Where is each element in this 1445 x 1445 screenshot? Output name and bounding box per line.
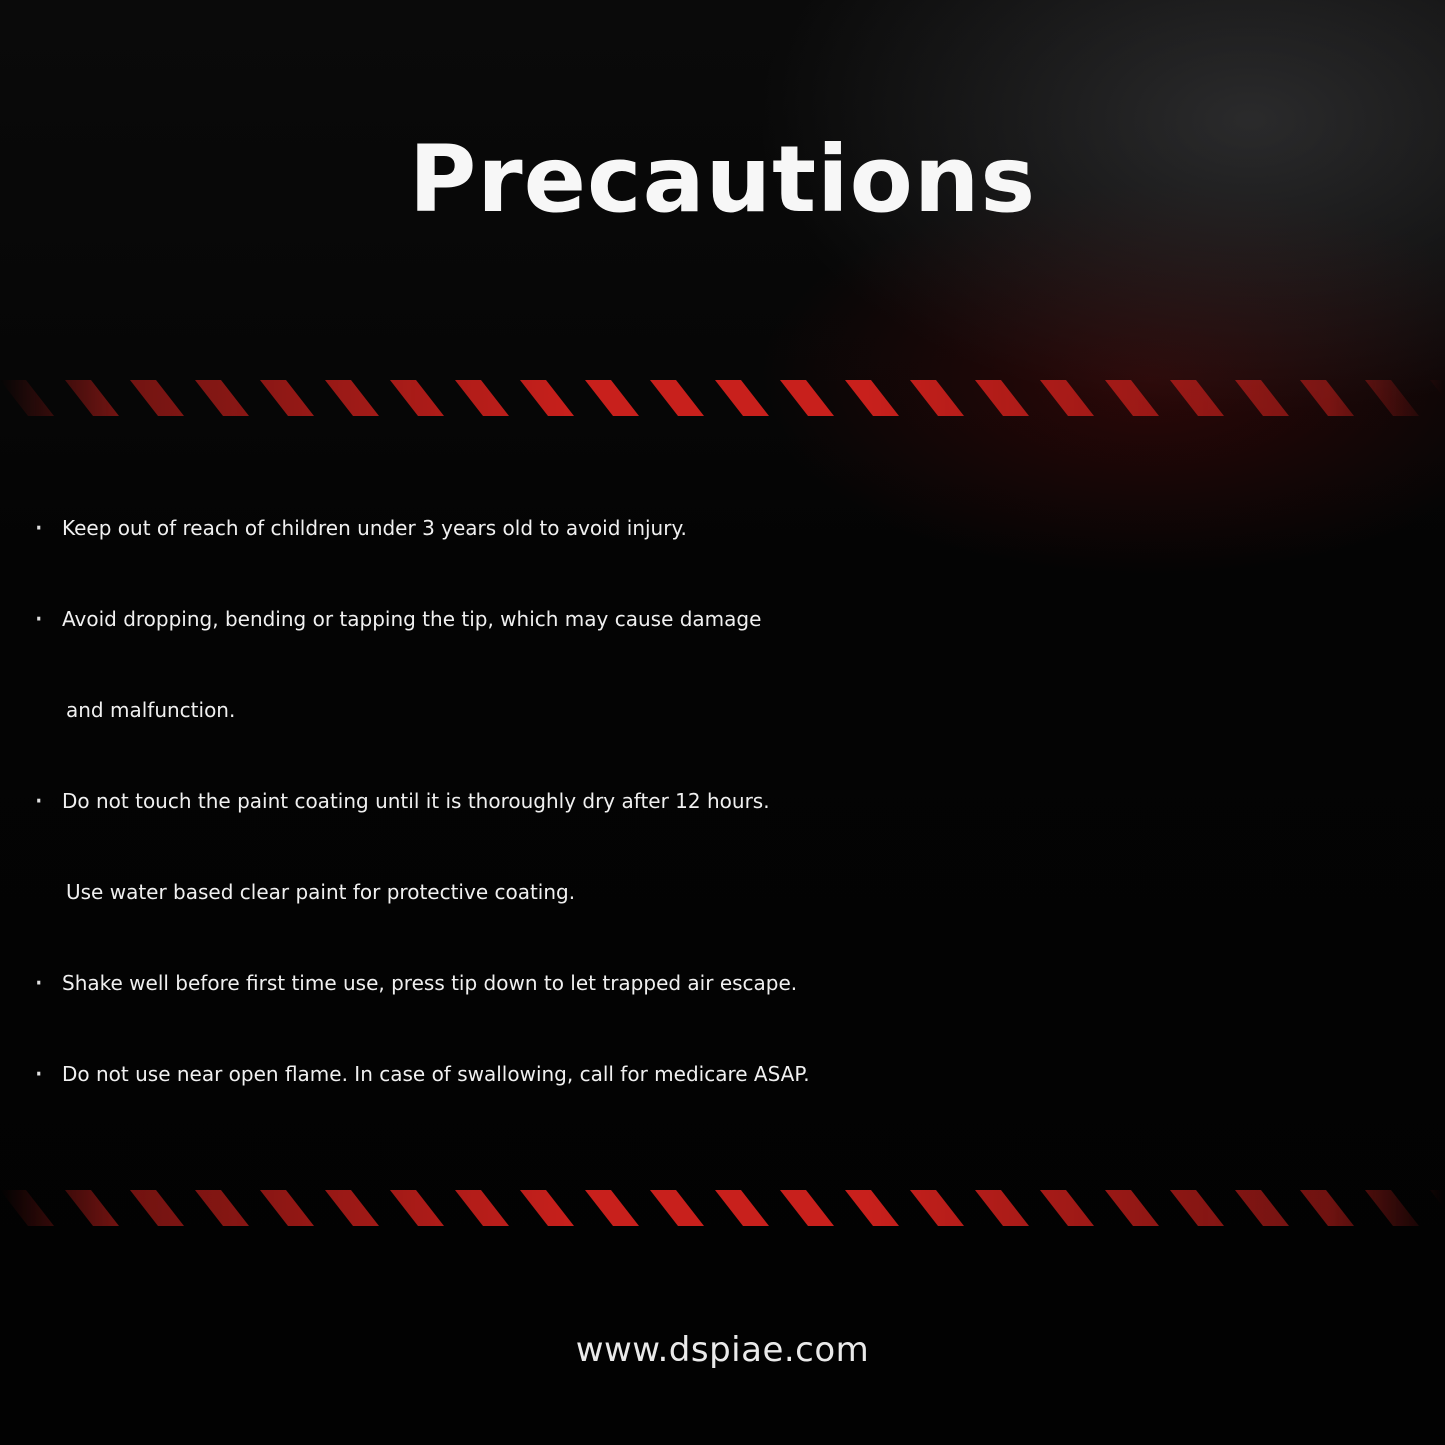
precaution-text: Keep out of reach of children under 3 years old to avoid injury. xyxy=(62,516,687,540)
precaution-item xyxy=(0,756,1445,938)
bullet-dot: · xyxy=(34,1057,44,1092)
precaution-text: Avoid dropping, bending or tapping the tip, which may cause damage xyxy=(62,607,762,631)
precaution-text: Use water based clear paint for protective coating. xyxy=(66,880,576,904)
bullet-dot: · xyxy=(34,602,44,637)
website-url: www.dspiae.com xyxy=(575,1330,870,1370)
precaution-item xyxy=(0,574,1445,756)
precaution-text: Do not touch the paint coating until it is thoroughly dry after 12 hours. xyxy=(62,789,770,813)
bullet-dot: · xyxy=(34,966,44,1001)
precautions-list xyxy=(0,483,1445,1120)
hazard-stripe-bottom-graphic xyxy=(0,1186,1445,1230)
hazard-stripe-top-graphic xyxy=(0,376,1445,420)
hazard-stripe-top xyxy=(0,376,1445,420)
bullet-dot: · xyxy=(34,511,44,546)
precaution-text: and malfunction. xyxy=(66,698,236,722)
bullet-dot: · xyxy=(34,784,44,819)
hazard-stripe-bottom xyxy=(0,1186,1445,1230)
precaution-text: Shake well before first time use, press tip down to let trapped air escape. xyxy=(62,971,798,995)
precaution-item xyxy=(0,1029,1445,1120)
precaution-item xyxy=(0,938,1445,1029)
page-title: Precautions xyxy=(408,126,1037,233)
precaution-item xyxy=(0,483,1445,574)
precaution-text: Do not use near open flame. In case of swallowing, call for medicare ASAP. xyxy=(62,1062,810,1086)
